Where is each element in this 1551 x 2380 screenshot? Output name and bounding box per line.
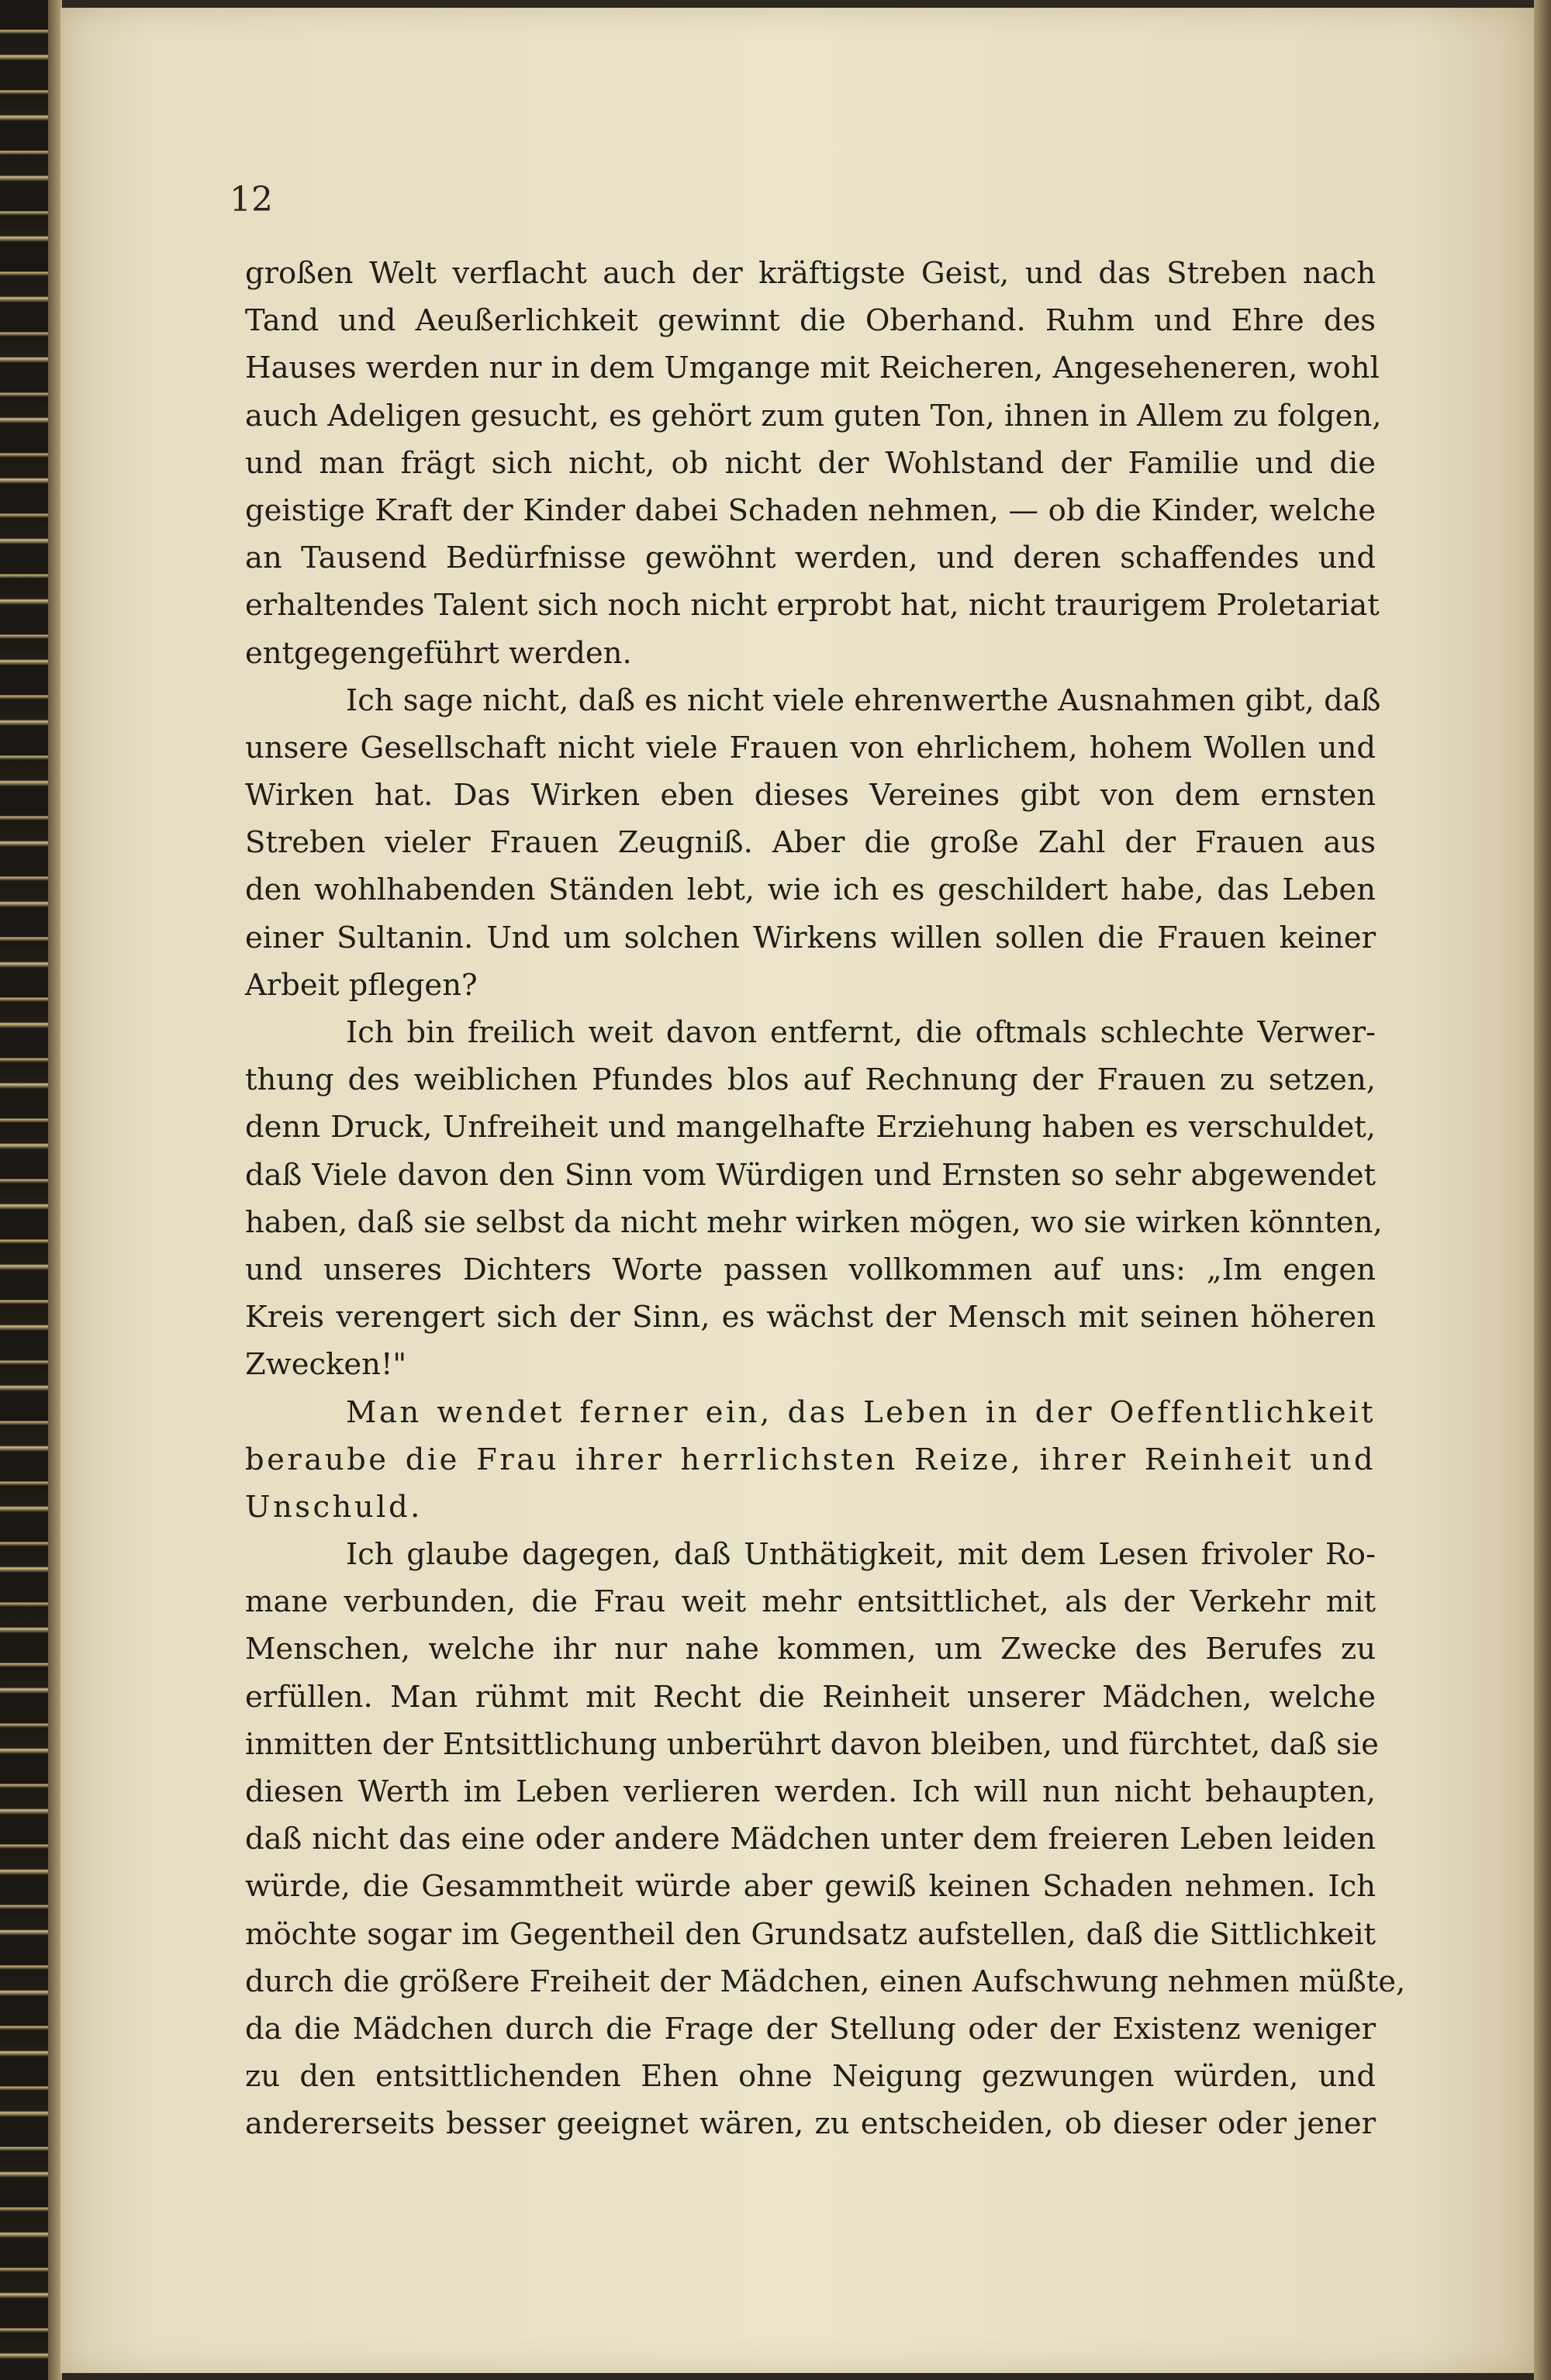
text-line: thung des weiblichen Pfundes blos auf Rechnung der Frauen zu setzen, — [245, 1062, 1376, 1098]
page-number: 12 — [230, 180, 273, 219]
text-line: inmitten der Entsittlichung unberührt davon bleiben, und fürchtet, daß sie — [245, 1726, 1379, 1762]
text-line: auch Adeligen gesucht, es gehört zum guten Ton, ihnen in Allem zu folgen, — [245, 398, 1382, 434]
text-line: und man frägt sich nicht, ob nicht der Wohlstand der Familie und die — [245, 445, 1376, 481]
text-line: da die Mädchen durch die Frage der Stellung oder der Existenz weniger — [245, 2011, 1376, 2047]
page-edge — [1534, 0, 1551, 2380]
text-line: geistige Kraft der Kinder dabei Schaden nehmen, — ob die Kinder, welche — [245, 492, 1376, 528]
text-line: Wirken hat. Das Wirken eben dieses Vereines gibt von dem ernsten — [245, 778, 1376, 813]
text-line: Zwecken!" — [245, 1347, 407, 1383]
text-line: entgegengeführt werden. — [245, 635, 632, 671]
body-text — [245, 250, 1406, 2148]
text-line: durch die größere Freiheit der Mädchen, einen Aufschwung nehmen müßte, — [245, 1964, 1406, 1999]
text-line: Hauses werden nur in dem Umgange mit Reicheren, Angeseheneren, wohl — [245, 351, 1380, 386]
text-line: Tand und Aeußerlichkeit gewinnt die Oberhand. Ruhm und Ehre des — [245, 303, 1376, 339]
text-line: denn Druck, Unfreiheit und mangelhafte Erziehung haben es verschuldet, — [245, 1110, 1376, 1145]
text-line: an Tausend Bedürfnisse gewöhnt werden, und deren schaffendes und — [245, 541, 1376, 576]
text-line: beraube die Frau ihrer herrlichsten Reize, ihrer Reinheit und — [245, 1442, 1376, 1477]
text-line: Streben vieler Frauen Zeugniß. Aber die große Zahl der Frauen aus — [245, 825, 1376, 861]
text-line: zu den entsittlichenden Ehen ohne Neigung gezwungen würden, und — [245, 2059, 1376, 2095]
text-line: erfüllen. Man rühmt mit Recht die Reinheit unserer Mädchen, welche — [245, 1679, 1376, 1715]
text-line: unsere Gesellschaft nicht viele Frauen von ehrlichem, hohem Wollen und — [245, 730, 1376, 765]
text-line: erhaltendes Talent sich noch nicht erprobt hat, nicht traurigem Proletariat — [245, 588, 1380, 623]
text-line: Ich bin freilich weit davon entfernt, die oftmals schlechte Verwer- — [346, 1015, 1376, 1050]
book-binding — [0, 0, 48, 2380]
text-line: Unschuld. — [245, 1489, 423, 1525]
text-line: Ich glaube dagegen, daß Unthätigkeit, mit dem Lesen frivoler Ro- — [346, 1537, 1376, 1573]
text-line: andererseits besser geeignet wären, zu entscheiden, ob dieser oder jener — [245, 2106, 1376, 2142]
text-line: daß nicht das eine oder andere Mädchen unter dem freieren Leben leiden — [245, 1822, 1376, 1857]
text-line: den wohlhabenden Ständen lebt, wie ich es geschildert habe, das Leben — [245, 872, 1376, 908]
text-line: haben, daß sie selbst da nicht mehr wirken mögen, wo sie wirken könnten, — [245, 1204, 1383, 1240]
text-line: Arbeit pflegen? — [245, 967, 478, 1003]
text-line: diesen Werth im Leben verlieren werden. Ich will nun nicht behaupten, — [245, 1774, 1376, 1809]
text-line: Ich sage nicht, daß es nicht viele ehrenwerthe Ausnahmen gibt, daß — [346, 682, 1381, 718]
text-line: und unseres Dichters Worte passen vollkommen auf uns: „Im engen — [245, 1252, 1376, 1287]
text-line: Menschen, welche ihr nur nahe kommen, um Zwecke des Berufes zu — [245, 1632, 1376, 1667]
text-line: daß Viele davon den Sinn vom Würdigen und Ernsten so sehr abgewendet — [245, 1157, 1376, 1193]
text-line: möchte sogar im Gegentheil den Grundsatz aufstellen, daß die Sittlichkeit — [245, 1916, 1376, 1952]
text-line: Kreis verengert sich der Sinn, es wächst der Mensch mit seinen höheren — [245, 1300, 1376, 1335]
text-line: großen Welt verflacht auch der kräftigste Geist, und das Streben nach — [245, 256, 1376, 291]
text-line: mane verbunden, die Frau weit mehr entsittlichet, als der Verkehr mit — [245, 1584, 1376, 1620]
text-line: Man wendet ferner ein, das Leben in der Oeffentlichkeit — [346, 1394, 1376, 1430]
text-line: würde, die Gesammtheit würde aber gewiß keinen Schaden nehmen. Ich — [245, 1869, 1376, 1905]
text-line: einer Sultanin. Und um solchen Wirkens willen sollen die Frauen keiner — [245, 920, 1376, 955]
